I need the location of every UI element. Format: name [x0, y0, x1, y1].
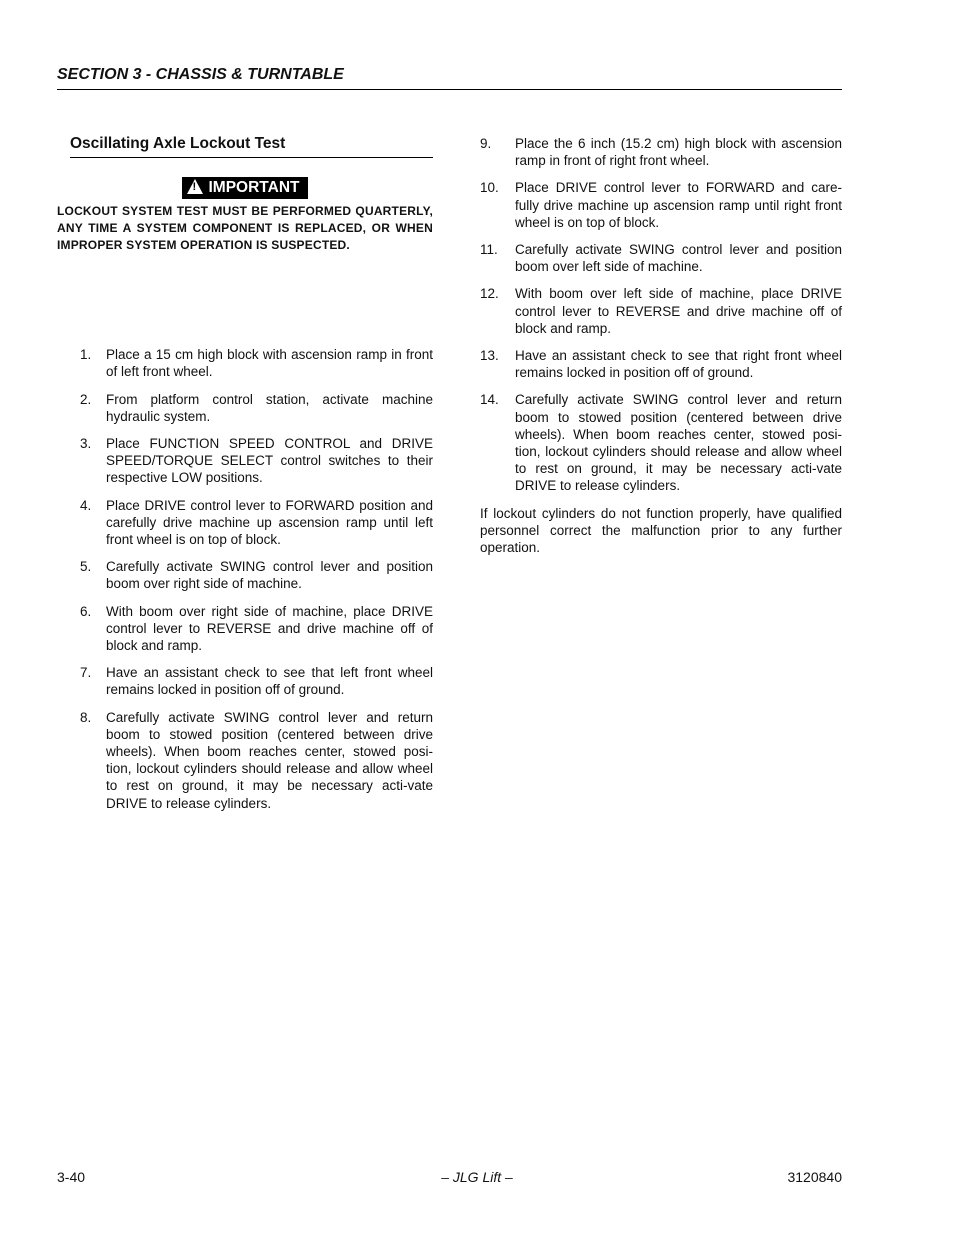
page-number: 3-40 — [57, 1169, 86, 1185]
step-text: Place the 6 inch (15.2 cm) high block with ascension ramp in front of right front wheel. — [515, 136, 842, 169]
important-banner — [57, 177, 433, 199]
step-item — [57, 497, 433, 549]
step-number: 8. — [80, 709, 92, 725]
warning-icon: ! — [187, 179, 203, 194]
step-text: Carefully activate SWING control lever and return boom to stowed position (centered between drive wheels). When boom reaches center, stowed posi-tion, lockout cylinders should release and allow wheel to rest on ground, it may be necessary acti-vate DRIVE to release cylinders. — [106, 709, 433, 811]
step-item — [57, 664, 433, 698]
step-number: 9. — [480, 136, 492, 151]
left-column — [57, 135, 433, 822]
step-text: From platform control station, activate machine hydraulic system. — [106, 391, 433, 424]
step-item — [57, 435, 433, 487]
step-number: 1. — [80, 347, 92, 363]
step-text: Carefully activate SWING control lever and return boom to stowed position (centered between drive wheels). When boom reaches center, stowed posi-tion, lockout cylinders should release and allow wheel to rest on ground, it may be necessary acti-vate DRIVE to release cylinders. — [515, 392, 842, 494]
step-number: 11. — [480, 242, 498, 258]
step-item — [480, 135, 842, 169]
right-step-list — [480, 135, 842, 495]
step-item — [57, 709, 433, 812]
step-number: 12. — [480, 286, 499, 302]
step-text: Place DRIVE control lever to FORWARD and care-fully drive machine up ascension ramp until right front wheel is on top of block. — [515, 180, 842, 230]
step-item — [480, 391, 842, 494]
step-number: 2. — [80, 391, 92, 407]
step-item — [57, 603, 433, 655]
step-text: Place FUNCTION SPEED CONTROL and DRIVE SPEED/TORQUE SELECT control switches to their respective LOW positions. — [106, 436, 433, 486]
step-item — [480, 285, 842, 337]
left-step-list — [57, 346, 433, 812]
step-number: 13. — [480, 348, 499, 364]
step-item — [480, 241, 842, 275]
doc-number: 3120840 — [787, 1169, 842, 1185]
important-label-text: IMPORTANT — [208, 179, 300, 197]
step-text: Place a 15 cm high block with ascension ramp in front of left front wheel. — [106, 347, 433, 380]
step-text: Have an assistant check to see that right front wheel remains locked in position off of ground. — [515, 348, 842, 381]
step-item — [57, 558, 433, 592]
step-number: 5. — [80, 559, 92, 575]
closing-paragraph: If lockout cylinders do not function properly, have qualified personnel correct the malfunction prior to any further operation. — [480, 505, 842, 556]
step-number: 10. — [480, 180, 499, 196]
step-number: 3. — [80, 436, 92, 452]
section-header: SECTION 3 - CHASSIS & TURNTABLE — [57, 66, 344, 83]
step-text: Place DRIVE control lever to FORWARD position and carefully drive machine up ascension ramp until left front wheel is on top of block. — [106, 497, 433, 548]
step-text: With boom over left side of machine, place DRIVE control lever to REVERSE and drive machine off of block and ramp. — [515, 286, 842, 336]
footer-brand: – JLG Lift – — [441, 1169, 513, 1185]
step-number: 4. — [80, 497, 92, 513]
header-rule — [57, 89, 842, 90]
step-text: Have an assistant check to see that left front wheel remains locked in position off of ground. — [106, 665, 433, 698]
step-item — [57, 346, 433, 380]
right-column — [480, 135, 842, 556]
step-number: 6. — [80, 603, 92, 619]
step-text: With boom over right side of machine, place DRIVE control lever to REVERSE and drive machine off of block and ramp. — [106, 603, 433, 654]
step-item — [57, 391, 433, 425]
important-text: LOCKOUT SYSTEM TEST MUST BE PERFORMED QUARTERLY, ANY TIME A SYSTEM COMPONENT IS REPLACED, OR WHEN IMPROPER SYSTEM OPERATION IS SUSPECTED. — [57, 204, 433, 253]
section-title: Oscillating Axle Lockout Test — [70, 135, 433, 158]
step-number: 14. — [480, 392, 499, 408]
step-number: 7. — [80, 665, 92, 681]
step-text: Carefully activate SWING control lever and position boom over right side of machine. — [106, 559, 433, 592]
step-item — [480, 179, 842, 231]
step-text: Carefully activate SWING control lever and position boom over left side of machine. — [515, 242, 842, 275]
important-label — [182, 177, 309, 199]
step-item — [480, 347, 842, 381]
